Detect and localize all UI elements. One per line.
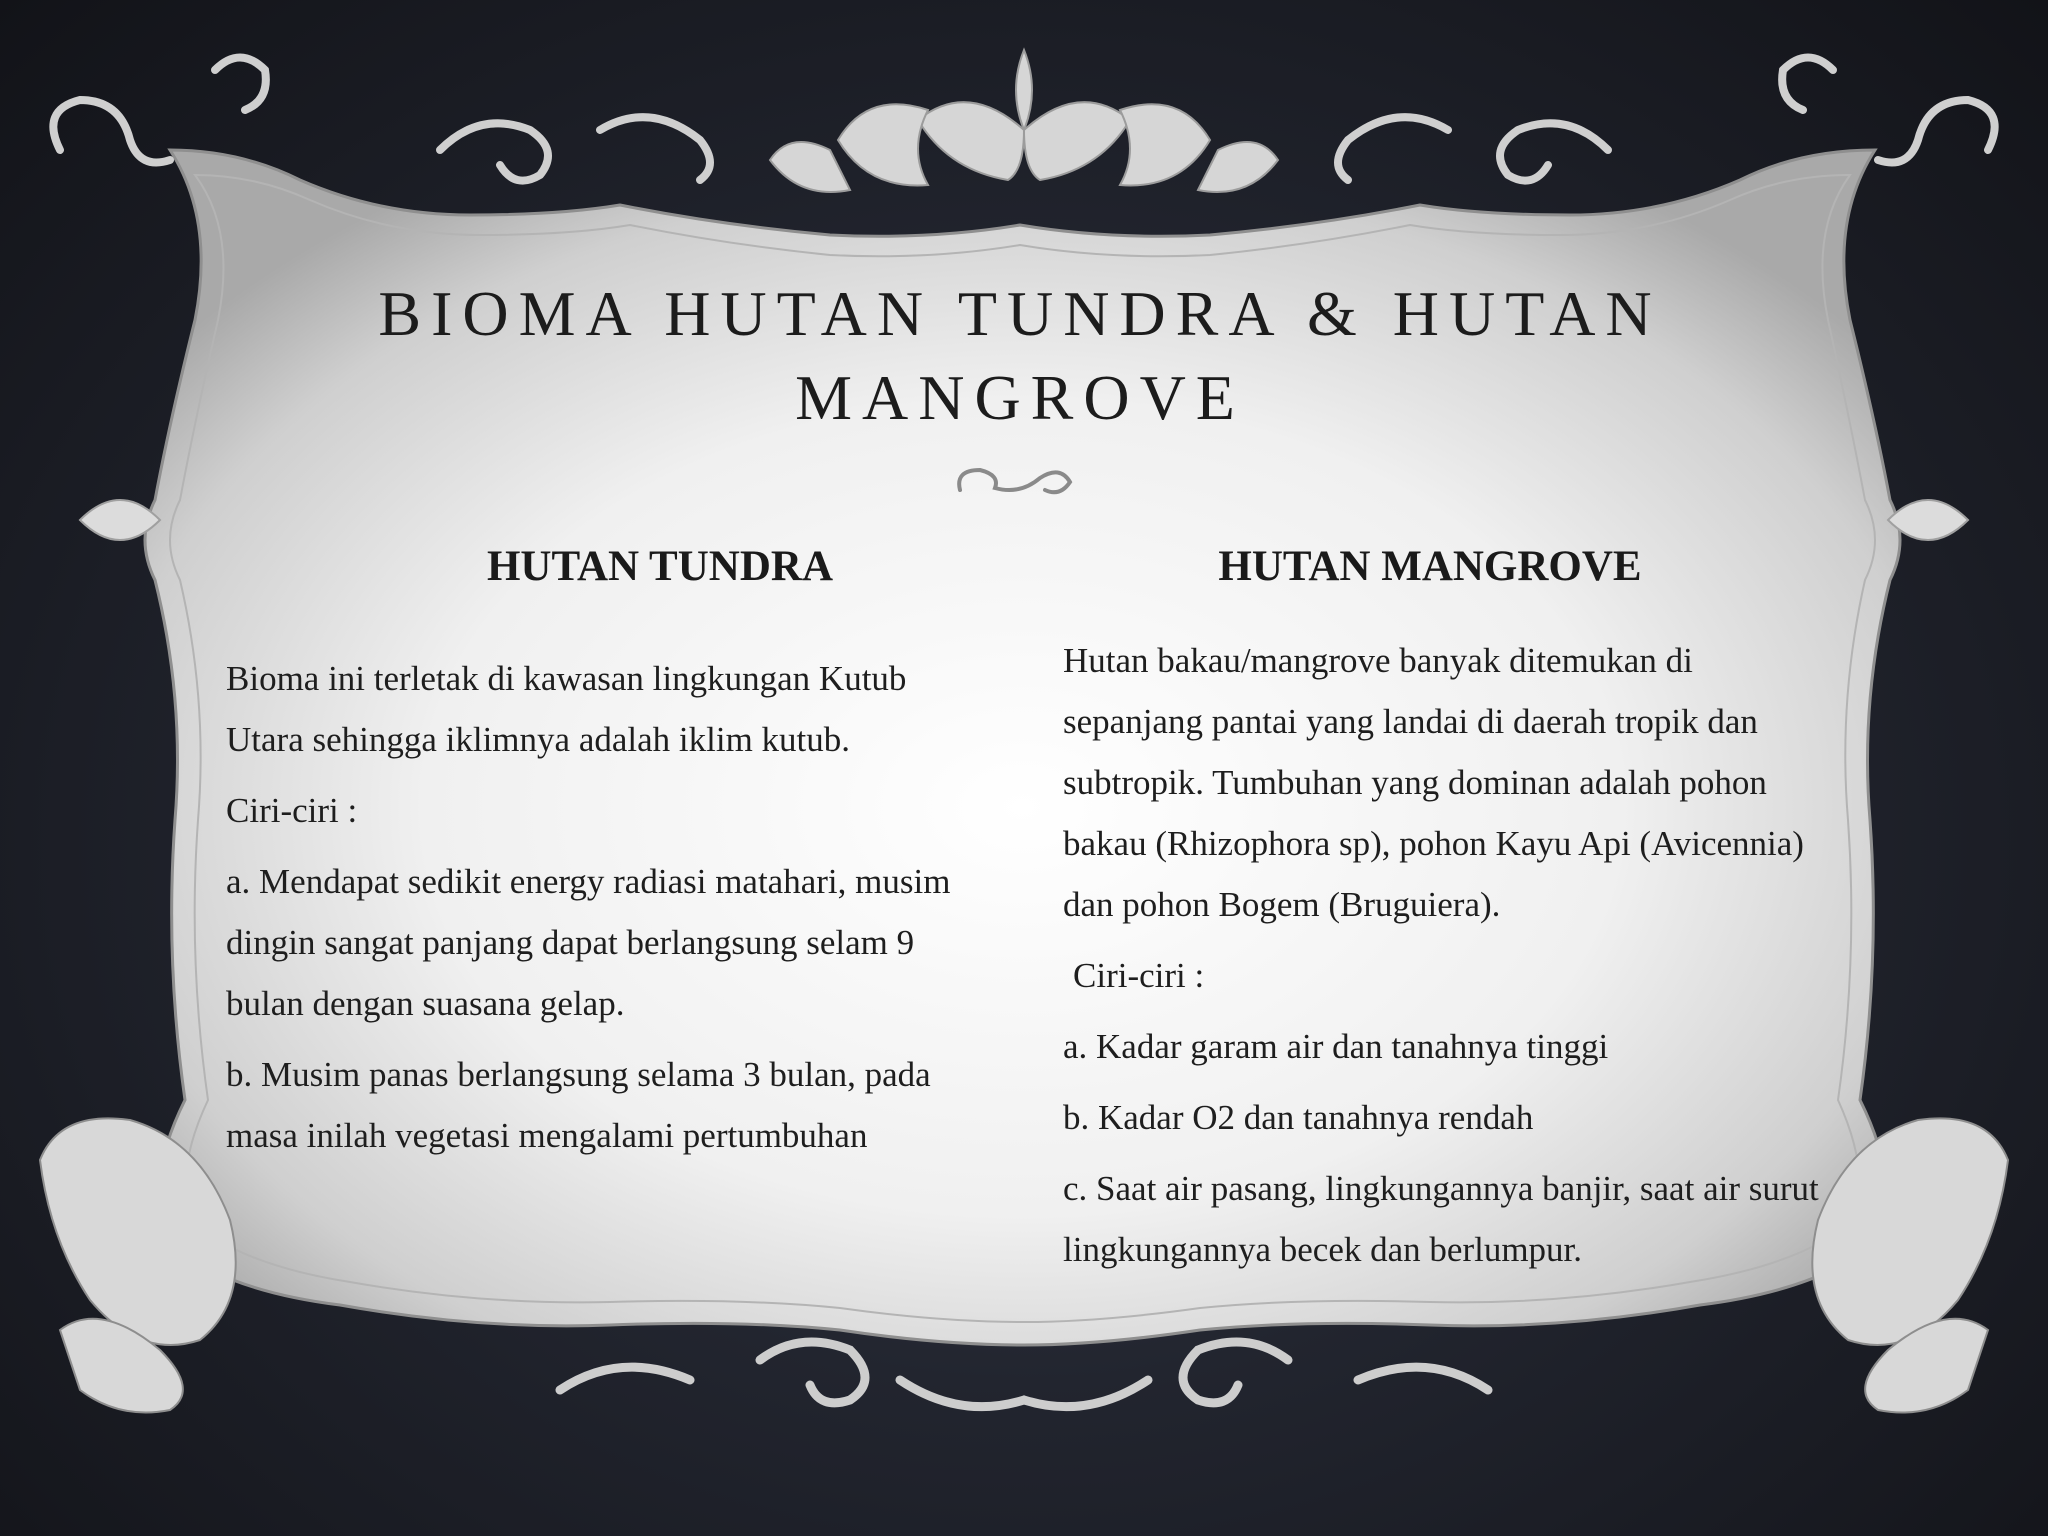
tundra-ciri-label: Ciri-ciri : xyxy=(226,791,358,830)
tundra-text-block xyxy=(226,648,986,1176)
tundra-point-a: a. Mendapat sedikit energy radiasi matahari, musim dingin sangat panjang dapat berlangsung selam 9 bulan dengan suasana gelap. xyxy=(226,862,951,1023)
tundra-intro: Bioma ini terletak di kawasan lingkungan Kutub Utara sehingga iklimnya adalah iklim kutub. xyxy=(226,659,907,759)
title-line-1: BIOMA HUTAN TUNDRA & HUTAN xyxy=(378,278,1662,349)
mangrove-ciri-label: Ciri-ciri : xyxy=(1073,956,1205,995)
tundra-point-b: b. Musim panas berlangsung selama 3 bulan, pada masa inilah vegetasi mengalami pertumbuhan xyxy=(226,1055,931,1155)
heading-hutan-mangrove: HUTAN MANGROVE xyxy=(1218,543,1642,590)
heading-hutan-tundra: HUTAN TUNDRA xyxy=(486,543,833,590)
mangrove-point-c: c. Saat air pasang, lingkungannya banjir, saat air surut lingkungannya becek dan berlumpur. xyxy=(1063,1169,1819,1269)
mangrove-point-a: a. Kadar garam air dan tanahnya tinggi xyxy=(1063,1027,1609,1066)
mangrove-point-b: b. Kadar O2 dan tanahnya rendah xyxy=(1063,1098,1534,1137)
slide-title xyxy=(230,272,1810,440)
bottom-scroll-ornaments xyxy=(560,1342,1488,1407)
title-line-2: MANGROVE xyxy=(795,362,1245,433)
top-crest-ornament xyxy=(770,50,1278,192)
mangrove-intro: Hutan bakau/mangrove banyak ditemukan di sepanjang pantai yang landai di daerah tropik dan subtropik. Tumbuhan yang dominan adalah pohon bakau (Rhizophora sp), pohon Kayu Api (Avicennia) dan pohon Bogem (Bruguiera). xyxy=(1063,641,1804,924)
mangrove-text-block xyxy=(1063,630,1833,1290)
